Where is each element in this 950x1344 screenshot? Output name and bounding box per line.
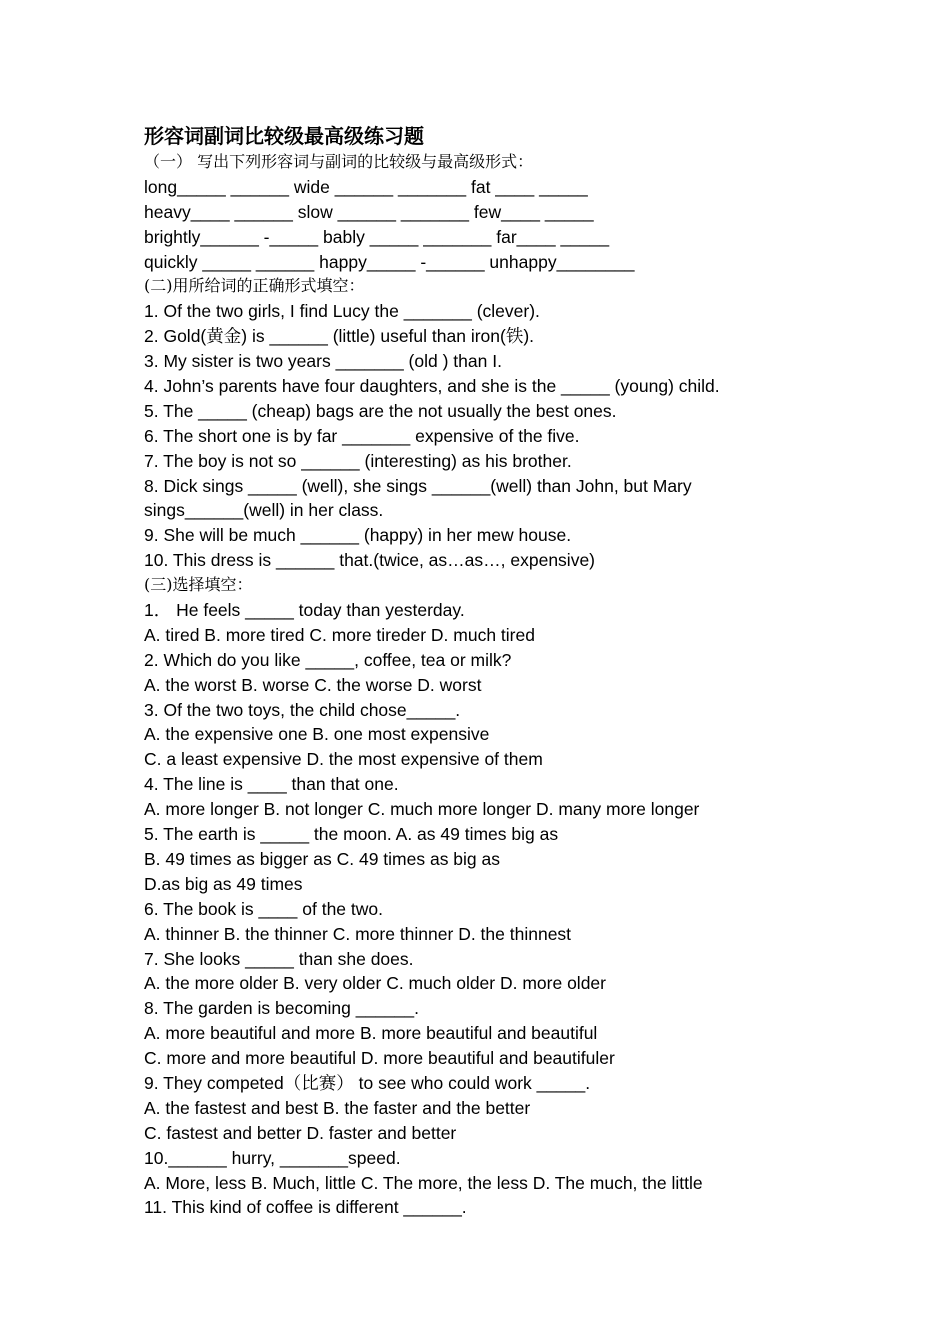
text-line: sings______(well) in her class.	[144, 500, 384, 521]
text-line: 4. The line is ____ than that one.	[144, 774, 399, 795]
worksheet-body	[144, 123, 864, 1220]
text-line: B. 49 times as bigger as C. 49 times as big as	[144, 848, 500, 869]
text-line: 2. Gold(黄金) is ______ (little) useful than iron(铁).	[144, 326, 535, 347]
text-line: 11. This kind of coffee is different ______.	[144, 1197, 467, 1218]
text-line: 10.______ hurry, _______speed.	[144, 1147, 401, 1168]
text-line: A. more longer B. not longer C. much more longer D. many more longer	[144, 799, 700, 820]
text-line: A. thinner B. the thinner C. more thinner D. the thinnest	[144, 923, 572, 944]
page-title: 形容词副词比较级最高级练习题	[144, 124, 424, 148]
text-line: D.as big as 49 times	[144, 873, 303, 894]
section-heading: (三)选择填空：	[144, 575, 253, 595]
text-line: 3. Of the two toys, the child chose_____.	[144, 699, 461, 720]
section-heading: （一） 写出下列形容词与副词的比较级与最高级形式：	[144, 152, 534, 171]
section-heading: (二)用所给词的正确形式填空：	[144, 276, 365, 296]
text-line: 1. Of the two girls, I find Lucy the _______ (clever).	[144, 301, 540, 322]
text-line: 6. The short one is by far _______ expensive of the five.	[144, 425, 580, 446]
text-line: 4. John’s parents have four daughters, and she is the _____ (young) child.	[144, 376, 720, 397]
text-line: 2. Which do you like _____, coffee, tea or milk?	[144, 649, 512, 670]
text-line: 8. Dick sings _____ (well), she sings ______(well) than John, but Mary	[144, 475, 692, 496]
text-line: A. more beautiful and more B. more beautiful and beautiful	[144, 1023, 598, 1044]
text-line: A. the expensive one B. one most expensive	[144, 724, 490, 745]
text-line: A. the worst B. worse C. the worse D. worst	[144, 674, 482, 695]
text-line: A. tired B. more tired C. more tireder D. much tired	[144, 624, 535, 645]
text-line: C. a least expensive D. the most expensive of them	[144, 749, 543, 770]
text-line: 5. The _____ (cheap) bags are the not usually the best ones.	[144, 400, 617, 421]
text-line: 1． He feels _____ today than yesterday.	[144, 600, 465, 621]
text-line: heavy____ ______ slow ______ _______ few____ _____	[144, 201, 594, 222]
text-line: A. the fastest and best B. the faster and the better	[144, 1097, 531, 1118]
text-line: 5. The earth is _____ the moon. A. as 49 times big as	[144, 824, 559, 845]
text-line: 9. They competed（比赛） to see who could work _____.	[144, 1072, 591, 1093]
text-line: long_____ ______ wide ______ _______ fat ____ _____	[144, 176, 588, 197]
text-line: 8. The garden is becoming ______.	[144, 998, 420, 1019]
text-line: 10. This dress is ______ that.(twice, as…as…, expensive)	[144, 550, 596, 571]
text-line: C. more and more beautiful D. more beautiful and beautifuler	[144, 1048, 615, 1069]
text-line: 7. She looks _____ than she does.	[144, 948, 414, 969]
text-line: C. fastest and better D. faster and better	[144, 1122, 457, 1143]
text-line: A. More, less B. Much, little C. The more, the less D. The much, the little	[144, 1172, 703, 1193]
text-line: brightly______ -_____ bably _____ _______ far____ _____	[144, 226, 610, 247]
text-line: quickly _____ ______ happy_____ -______ unhappy________	[144, 251, 635, 272]
text-line: 3. My sister is two years _______ (old ) than I.	[144, 351, 502, 372]
text-line: 7. The boy is not so ______ (interesting) as his brother.	[144, 450, 572, 471]
text-line: 6. The book is ____ of the two.	[144, 898, 384, 919]
text-line: A. the more older B. very older C. much older D. more older	[144, 973, 606, 994]
text-line: 9. She will be much ______ (happy) in her mew house.	[144, 525, 572, 546]
